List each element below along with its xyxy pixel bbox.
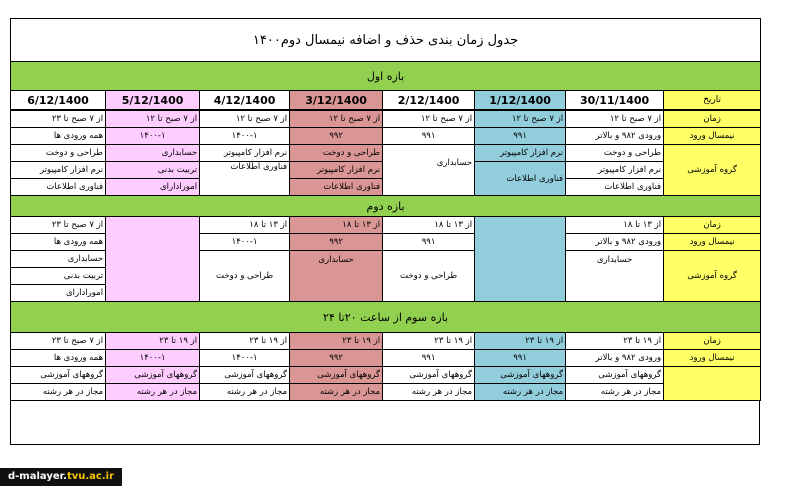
entry-cell: ۱۴۰۰-۱ [200,234,290,251]
entry-cell: همه ورودی ها [11,234,106,251]
group-cell: گروههای آموزشی [106,367,200,384]
section-2-title: بازه دوم [11,196,761,217]
group-cell: حسابداری [11,251,106,268]
entry-cell: همه ورودی ها [11,350,106,367]
group-cell: مجاز در هر رشته [200,384,290,401]
group-cell: حسابداری [290,251,383,302]
group-cell: فناوری اطلاعات [566,179,664,196]
label-entry: نیمسال ورود [664,350,761,367]
group-cell: حسابداری [106,145,200,162]
group-cell: طراحی و دوخت [566,145,664,162]
group-cell: طراحی و دوخت [383,251,475,302]
group-cell: امورادارای [11,285,106,302]
time-cell: از ۱۹ تا ۲۳ [200,333,290,350]
group-cell: مجاز در هر رشته [11,384,106,401]
entry-cell: ۹۹۱ [383,350,475,367]
footer-domain-accent: tvu.ac.ir [66,471,115,482]
group-cell: نرم افزار کامپیوتر [566,162,664,179]
time-cell: از ۱۹ تا ۲۳ [106,333,200,350]
date-cell: 5/12/1400 [106,91,200,111]
site-watermark [0,468,122,486]
label-time: زمان [664,110,761,128]
group-cell: گروههای آموزشی [566,367,664,384]
group-cell: گروههای آموزشی [11,367,106,384]
entry-cell: ۱۴۰۰-۱ [106,128,200,145]
time-cell: از ۷ صبح تا ۲۳ [11,110,106,128]
group-cell: فناوری اطلاعات [11,179,106,196]
date-cell: 30/11/1400 [566,91,664,111]
entry-cell: ۹۹۱ [383,234,475,251]
label-time: زمان [664,217,761,234]
entry-cell: ۱۴۰۰-۱ [106,350,200,367]
page-title: جدول زمان بندی حذف و اضافه نیمسال دوم۱۴۰۰ [11,19,761,62]
time-cell: از ۱۹ تا ۲۳ [475,333,566,350]
time-cell: از ۷ صبح تا ۲۳ [11,217,106,234]
section-3-title: بازه سوم از ساعت ۲۰تا ۲۴ [11,302,761,333]
time-cell: از ۱۳ تا ۱۸ [383,217,475,234]
time-cell: از ۱۳ تا ۱۸ [200,217,290,234]
time-cell: از ۷ صبح تا ۱۲ [106,110,200,128]
empty-cell [475,217,566,302]
group-cell: طراحی و دوخت [11,145,106,162]
group-cell: تربیت بدنی [11,268,106,285]
date-cell: 2/12/1400 [383,91,475,111]
date-cell: 1/12/1400 [475,91,566,111]
time-cell: از ۷ صبح تا ۱۲ [383,110,475,128]
time-cell: از ۱۹ تا ۲۳ [383,333,475,350]
group-cell: گروههای آموزشی [200,367,290,384]
time-cell: از ۷ صبح تا ۱۲ [290,110,383,128]
label-time: زمان [664,333,761,350]
time-cell: از ۷ صبح تا ۱۲ [566,110,664,128]
entry-cell: ورودی ۹۸۲ و بالاتر [566,234,664,251]
entry-cell: ۹۹۲ [290,128,383,145]
time-cell: از ۱۳ تا ۱۸ [290,217,383,234]
entry-cell: ورودی ۹۸۲ و بالاتر [566,128,664,145]
entry-cell: ۹۹۲ [290,234,383,251]
time-cell: از ۱۹ تا ۲۳ [566,333,664,350]
group-cell: طراحی و دوخت [290,145,383,162]
entry-cell: ۹۹۱ [383,128,475,145]
group-cell: حسابداری [566,251,664,302]
date-cell: 4/12/1400 [200,91,290,111]
group-cell: طراحی و دوخت [200,251,290,302]
label-group: گروه آموزشی [664,251,761,302]
time-cell: از ۷ صبح تا ۲۳ [11,333,106,350]
group-cell: فناوری اطلاعات [290,179,383,196]
group-cell: نرم افزار کامپیوتر [475,145,566,162]
group-cell: امورادارای [106,179,200,196]
group-cell: مجاز در هر رشته [566,384,664,401]
entry-cell: ۹۹۱ [475,350,566,367]
empty-cell [106,217,200,302]
group-cell: نرم افزار کامپیوتر [11,162,106,179]
time-cell: از ۱۳ تا ۱۸ [566,217,664,234]
date-cell: 3/12/1400 [290,91,383,111]
entry-cell: ۱۴۰۰-۱ [200,128,290,145]
label-date: تاریخ [664,91,761,111]
group-cell: تربیت بدنی [106,162,200,179]
group-cell: گروههای آموزشی [383,367,475,384]
entry-cell: ۹۹۱ [475,128,566,145]
label-entry: نیمسال ورود [664,234,761,251]
group-cell: مجاز در هر رشته [383,384,475,401]
entry-cell: همه ورودی ها [11,128,106,145]
schedule-table [10,18,761,401]
group-cell: فناوری اطلاعات [475,162,566,196]
time-cell: از ۷ صبح تا ۱۲ [200,110,290,128]
section-1-title: بازه اول [11,62,761,91]
label-group: گروه آموزشی [664,145,761,196]
label-entry: نیمسال ورود [664,128,761,145]
group-cell: مجاز در هر رشته [106,384,200,401]
empty-cell [664,367,761,401]
group-cell: فناوری اطلاعات [200,162,290,196]
time-cell: از ۷ صبح تا ۱۲ [475,110,566,128]
group-cell: نرم افزار کامپیوتر [200,145,290,162]
group-cell: گروههای آموزشی [475,367,566,384]
entry-cell: ورودی ۹۸۲ و بالاتر [566,350,664,367]
group-cell: حسابداری [383,145,475,196]
group-cell: گروههای آموزشی [290,367,383,384]
group-cell: مجاز در هر رشته [475,384,566,401]
entry-cell: ۱۴۰۰-۱ [200,350,290,367]
group-cell: مجاز در هر رشته [290,384,383,401]
footer-domain: d-malayer. [8,471,67,482]
time-cell: از ۱۹ تا ۲۳ [290,333,383,350]
date-cell: 6/12/1400 [11,91,106,111]
entry-cell: ۹۹۲ [290,350,383,367]
group-cell: نرم افزار کامپیوتر [290,162,383,179]
